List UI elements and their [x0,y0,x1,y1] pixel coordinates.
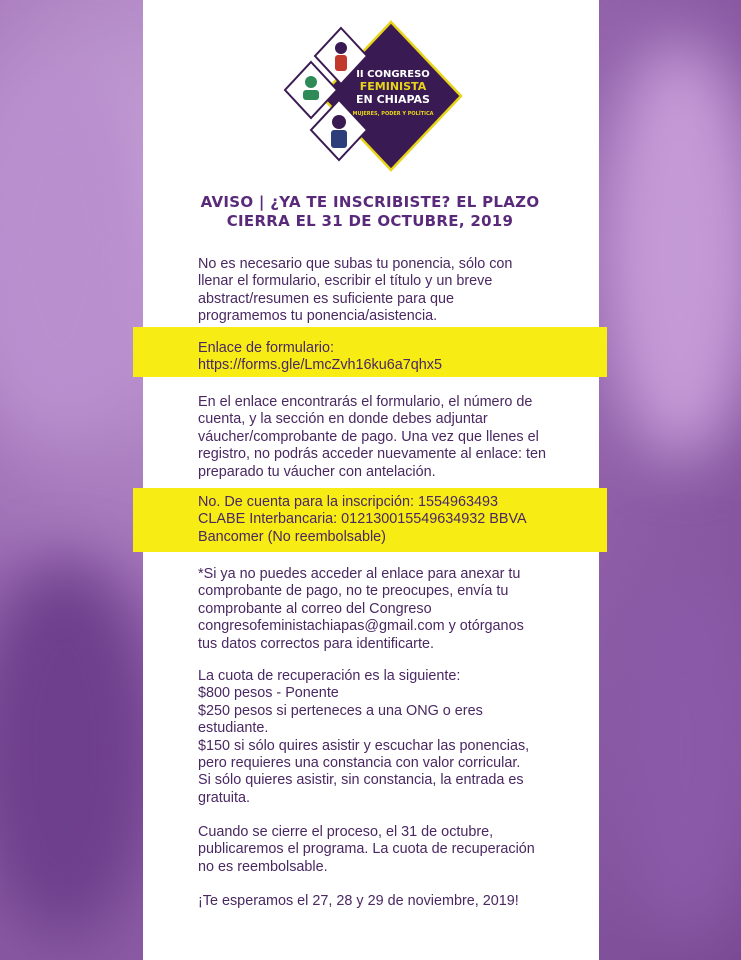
intro-paragraph: No es necesario que subas tu ponencia, sólo con llenar el formulario, escribir el título y un breve abstract/resumen es suficiente para que programemos tu ponencia/asistencia. [198,256,513,325]
form-link-text: Enlace de formulario: https://forms.gle/LmcZvh16ku6a7qhx5 [198,340,442,374]
background-blob [0,60,160,440]
congress-logo [283,20,463,172]
event-dates-line: ¡Te esperamos el 27, 28 y 29 de noviembre, 2019! [198,893,519,909]
background-blob [0,560,160,940]
logo-tagline: MUJERES, PODER Y POLÍTICA [352,111,434,117]
logo-line2: FEMINISTA [359,80,427,93]
bank-account-highlight [133,488,607,552]
instructions-paragraph: En el enlace encontrarás el formulario, el número de cuenta, y la sección en donde debes adjuntar váucher/comprobante de pago. Una vez que llenes el registro, no podrás acceder nuevamente al enlace: ten preparado tu váucher con antelación. [198,394,546,480]
form-link-highlight [133,327,607,377]
background-blob [610,560,741,940]
logo-line1: II CONGRESO [356,69,430,80]
background-blob [600,40,741,460]
email-note-paragraph: *Si ya no puedes acceder al enlace para anexar tu comprobante de pago, no te preocupes, envía tu comprobante al correo del Congreso congresofeministachiapas@gmail.com y otórganos tus datos correctos para identificarte. [198,566,524,652]
bank-account-text: No. De cuenta para la inscripción: 1554963493 CLABE Interbancaria: 012130015549634932 BBVA Bancomer (No reembolsable) [198,494,527,545]
notice-heading: AVISO | ¿YA TE INSCRIBISTE? EL PLAZO CIERRA EL 31 DE OCTUBRE, 2019 [200,193,540,230]
fees-paragraph: La cuota de recuperación es la siguiente: $800 pesos - Ponente $250 pesos si perteneces a una ONG o eres estudiante. $150 si sólo quires asistir y escuchar las ponencias, pero requieres una constancia con valor corricular. Si sólo quieres asistir, sin constancia, la entrada es gratuita. [198,668,530,806]
logo-line3: EN CHIAPAS [356,93,430,106]
closing-paragraph: Cuando se cierre el proceso, el 31 de octubre, publicaremos el programa. La cuota de recuperación no es reembolsable. [198,824,535,875]
